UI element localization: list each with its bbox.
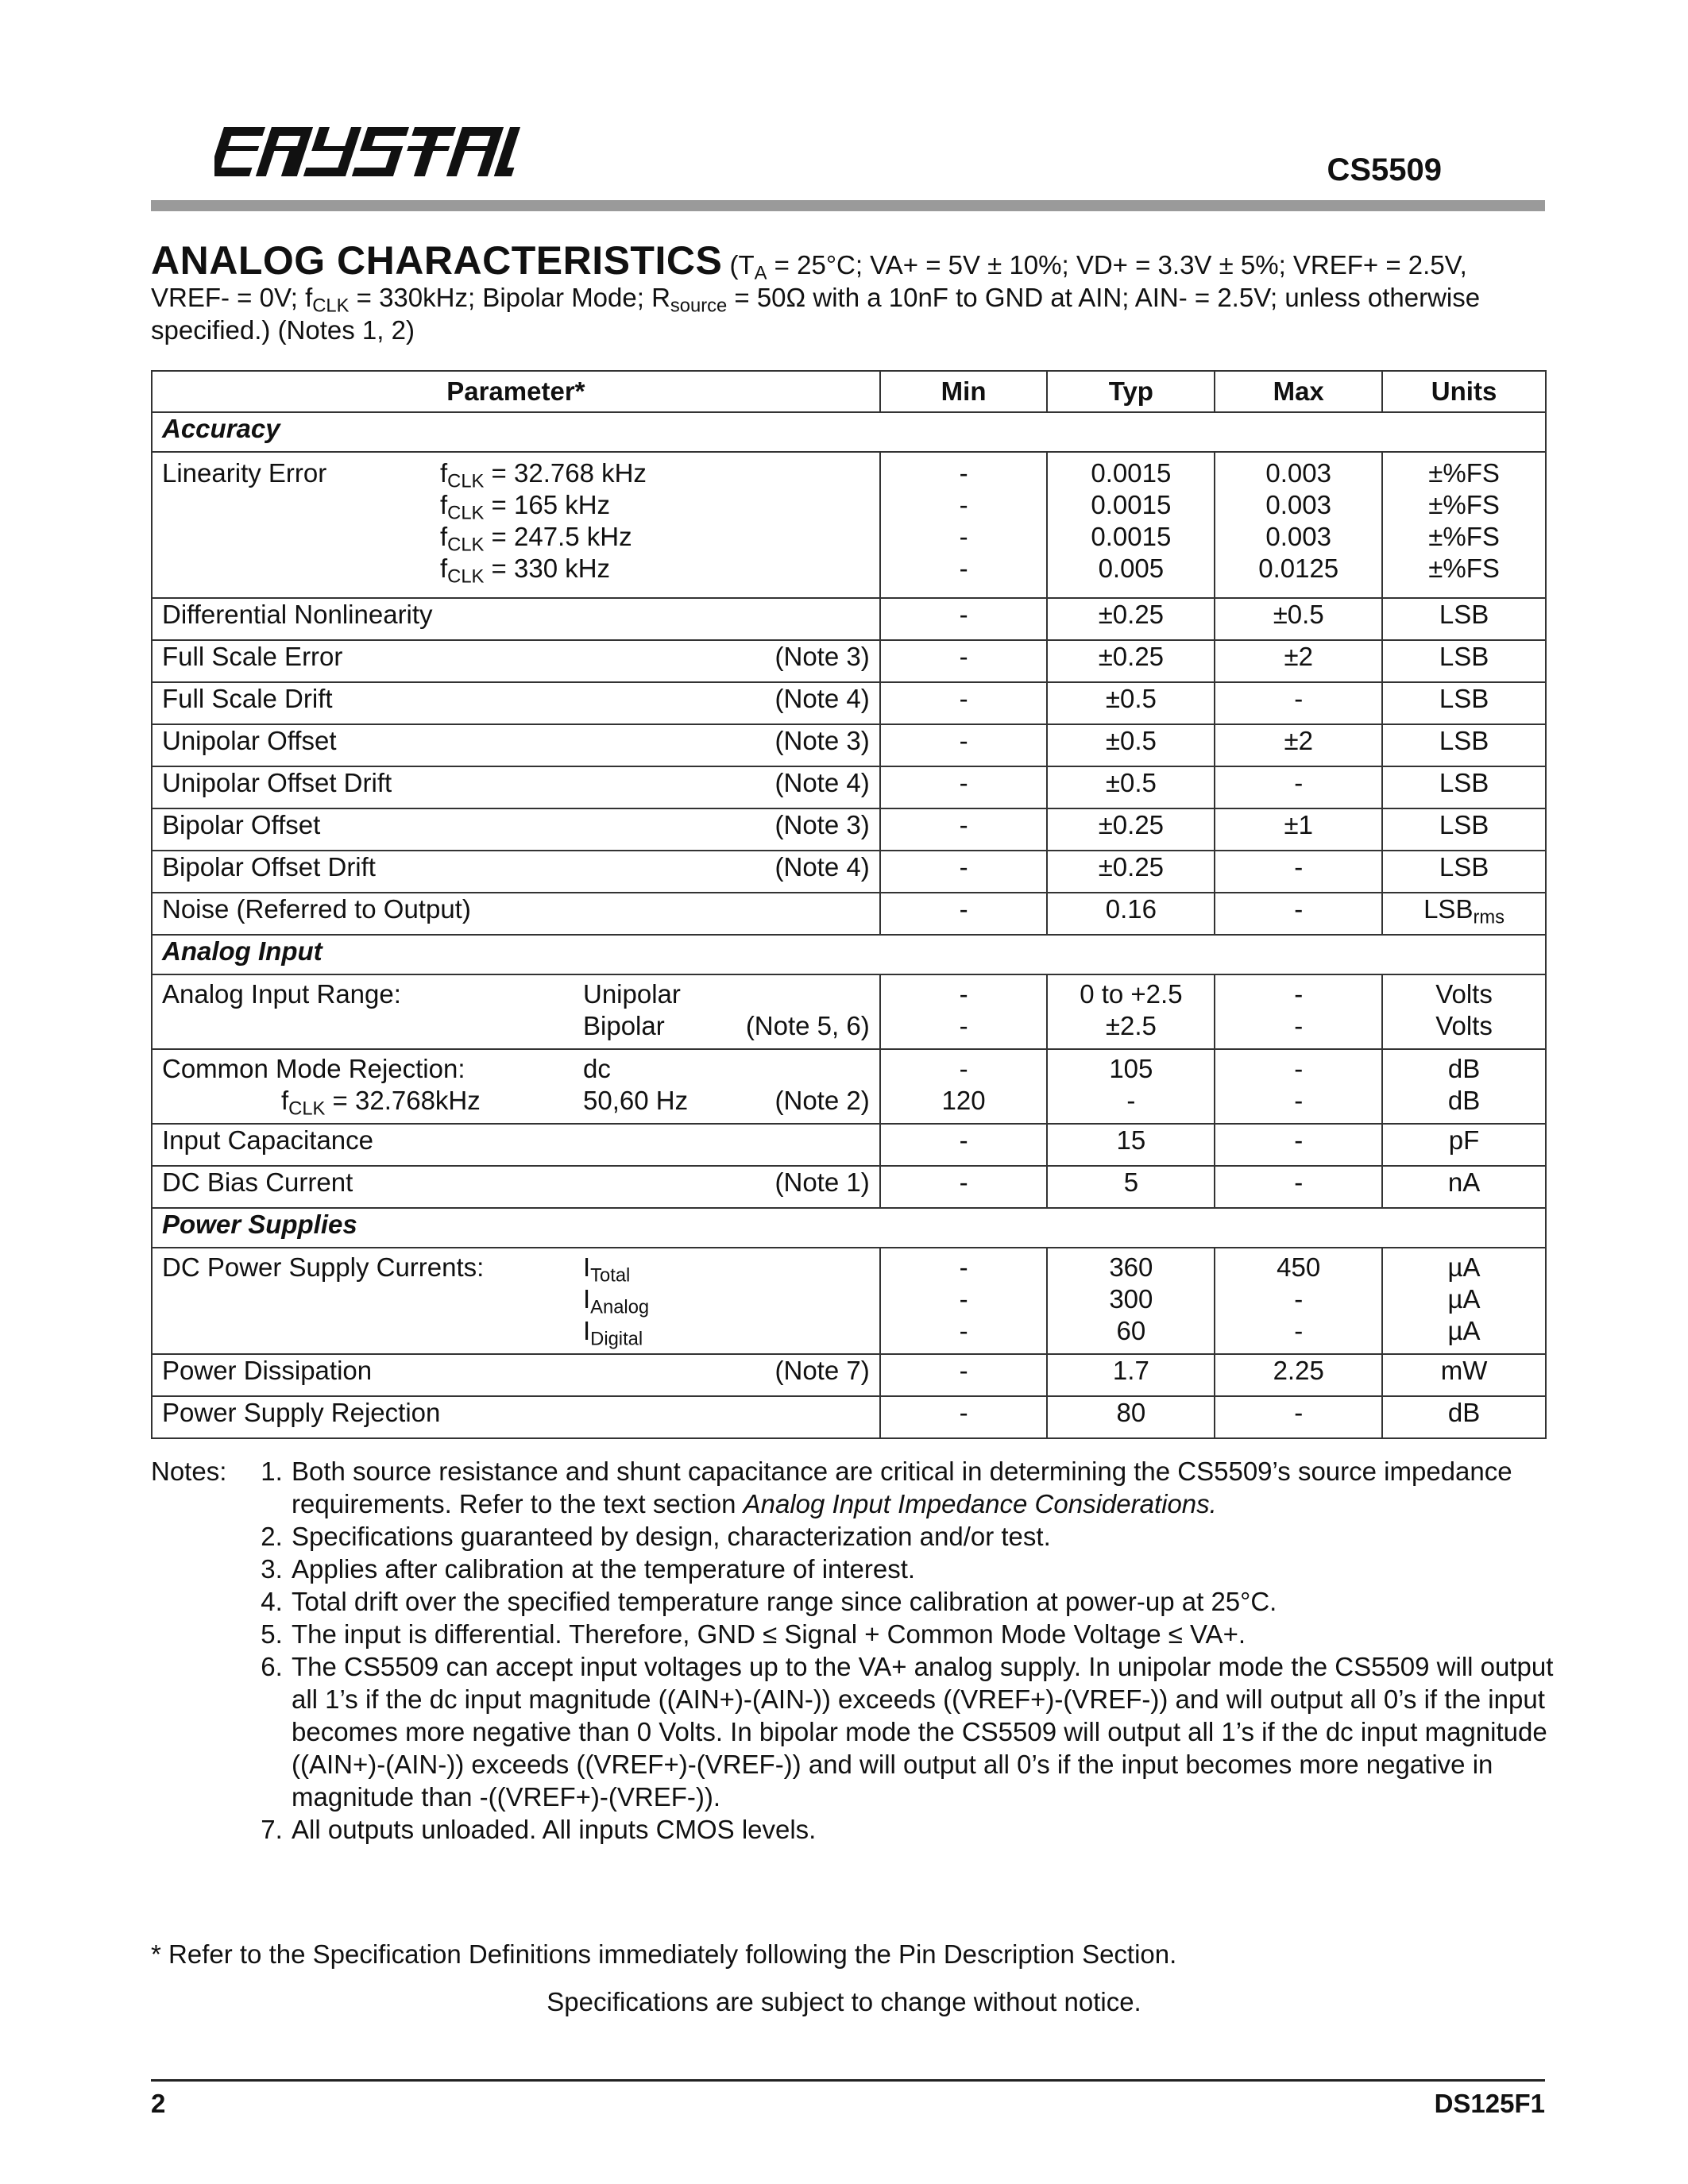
note-item: 3. Applies after calibration at the temperature of interest. xyxy=(290,1553,1565,1585)
table-row: Noise (Referred to Output) - 0.16 - $LSB_{rms}$ xyxy=(152,893,1546,935)
subject-to-change: Specifications are subject to change without notice. xyxy=(547,1987,1141,2016)
table-row: Full Scale Error (Note 3) - ±0.25 ±2 LSB xyxy=(152,640,1546,682)
table-row: Power Supply Rejection - 80 - dB xyxy=(152,1396,1546,1438)
note-item: 4. Total drift over the specified temperature range since calibration at power-up at 25°C. xyxy=(290,1585,1565,1618)
conditions: ($T_A = 25^\circ C$; VA+ = 5V ± 10%; VD+ = 3.3V ± 5%; VREF+ = 2.5V, VREF- = 0V; $f_{CLK} = 330kHz$; Bipolar Mode; $R_{source} = 50\Omega$ with a 10nF to GND at AIN; AIN- = 2.5V; unless otherwise specified.) (Notes 1, 2) xyxy=(151,250,1481,345)
col-min: Min xyxy=(880,371,1048,412)
table-row: Full Scale Drift (Note 4) - ±0.5 - LSB xyxy=(152,682,1546,724)
section-row xyxy=(152,412,1546,452)
table-row: DC Power Supply Currents: $I_{Total}$ $I_{Analog}$ $I_{Digital}$ - - - 360 300 60 450 - - µA µA µA xyxy=(152,1248,1546,1354)
section-analog-input: Analog Input xyxy=(152,935,1546,974)
table-row: Power Dissipation (Note 7) - 1.7 2.25 mW xyxy=(152,1354,1546,1396)
header-rule xyxy=(151,200,1545,211)
col-max: Max xyxy=(1215,371,1382,412)
section-row xyxy=(152,1208,1546,1248)
table-row: Analog Input Range: Unipolar Bipolar (Note 5, 6) - - 0 to +2.5 ±2.5 - - Volts Volts xyxy=(152,974,1546,1049)
table-row: Unipolar Offset Drift (Note 4) - ±0.5 - LSB xyxy=(152,766,1546,808)
col-parameter: Parameter* xyxy=(152,371,880,412)
table-row: Input Capacitance - 15 - pF xyxy=(152,1124,1546,1166)
note-item: 1. Both source resistance and shunt capacitance are critical in determining the CS5509’s source impedance requirements. Refer to the text section Analog Input Impedance Considerations. xyxy=(290,1455,1565,1520)
table-header-row xyxy=(152,371,1546,412)
note-item: 2. Specifications guaranteed by design, characterization and/or test. xyxy=(290,1520,1565,1553)
footer-rule xyxy=(151,2079,1545,2082)
section-row xyxy=(152,935,1546,974)
table-row: Bipolar Offset (Note 3) - ±0.25 ±1 LSB xyxy=(152,808,1546,851)
col-typ: Typ xyxy=(1047,371,1215,412)
document-id: DS125F1 xyxy=(1434,2089,1545,2118)
analog-characteristics-table xyxy=(151,370,1547,1439)
notes-label: Notes: xyxy=(151,1457,227,1486)
note-item: 5. The input is differential. Therefore, GND ≤ Signal + Common Mode Voltage ≤ VA+. xyxy=(290,1618,1565,1650)
note-item: 6. The CS5509 can accept input voltages up to the VA+ analog supply. In unipolar mode the CS5509 will output all 1’s if the dc input magnitude ((AIN+)-(AIN-)) exceeds ((VREF+)-(VREF-)) and will output all 0’s if the input becomes more negative than 0 Volts. In bipolar mode the CS5509 will output all 1’s if the dc input magnitude ((AIN+)-(AIN-)) exceeds ((VREF+)-(VREF-)) and will output all 0’s if the input becomes more negative in magnitude than -((VREF+)-(VREF-)). xyxy=(290,1650,1565,1813)
spec-definitions-footnote: * Refer to the Specification Definitions immediately following the Pin Description Section. xyxy=(151,1939,1177,1969)
part-number: CS5509 xyxy=(1327,152,1442,187)
section-accuracy: Accuracy xyxy=(152,412,1546,452)
table-row: Bipolar Offset Drift (Note 4) - ±0.25 - LSB xyxy=(152,851,1546,893)
col-units: Units xyxy=(1382,371,1546,412)
table-row: DC Bias Current (Note 1) - 5 - nA xyxy=(152,1166,1546,1208)
table-row: Differential Nonlinearity - ±0.25 ±0.5 LSB xyxy=(152,598,1546,640)
page-number: 2 xyxy=(151,2089,166,2118)
crystal-logo xyxy=(214,127,520,176)
section-title xyxy=(151,238,1549,346)
notes xyxy=(151,1455,1565,1846)
table-row: Common Mode Rejection: $f_{CLK} = 32.768kHz$ dc 50,60 Hz (Note 2) - 120 105 - - - dB dB xyxy=(152,1049,1546,1124)
param-label: Linearity Error xyxy=(162,458,327,488)
section-heading: ANALOG CHARACTERISTICS xyxy=(151,238,723,283)
note-item: 7. All outputs unloaded. All inputs CMOS levels. xyxy=(290,1813,1565,1846)
table-row: Unipolar Offset (Note 3) - ±0.5 ±2 LSB xyxy=(152,724,1546,766)
table-row: Linearity Error $f_{CLK} = 32.768$ kHz $f_{CLK} = 165$ kHz $f_{CLK} = 247.5$ kHz $f_{CLK} = 330$ kHz - - - - 0.0015 0.0015 0.0015 0.005 0.003 0.003 0.003 0.0125 ±%FS ±%FS ±%FS ±%FS xyxy=(152,452,1546,598)
section-power-supplies: Power Supplies xyxy=(152,1208,1546,1248)
